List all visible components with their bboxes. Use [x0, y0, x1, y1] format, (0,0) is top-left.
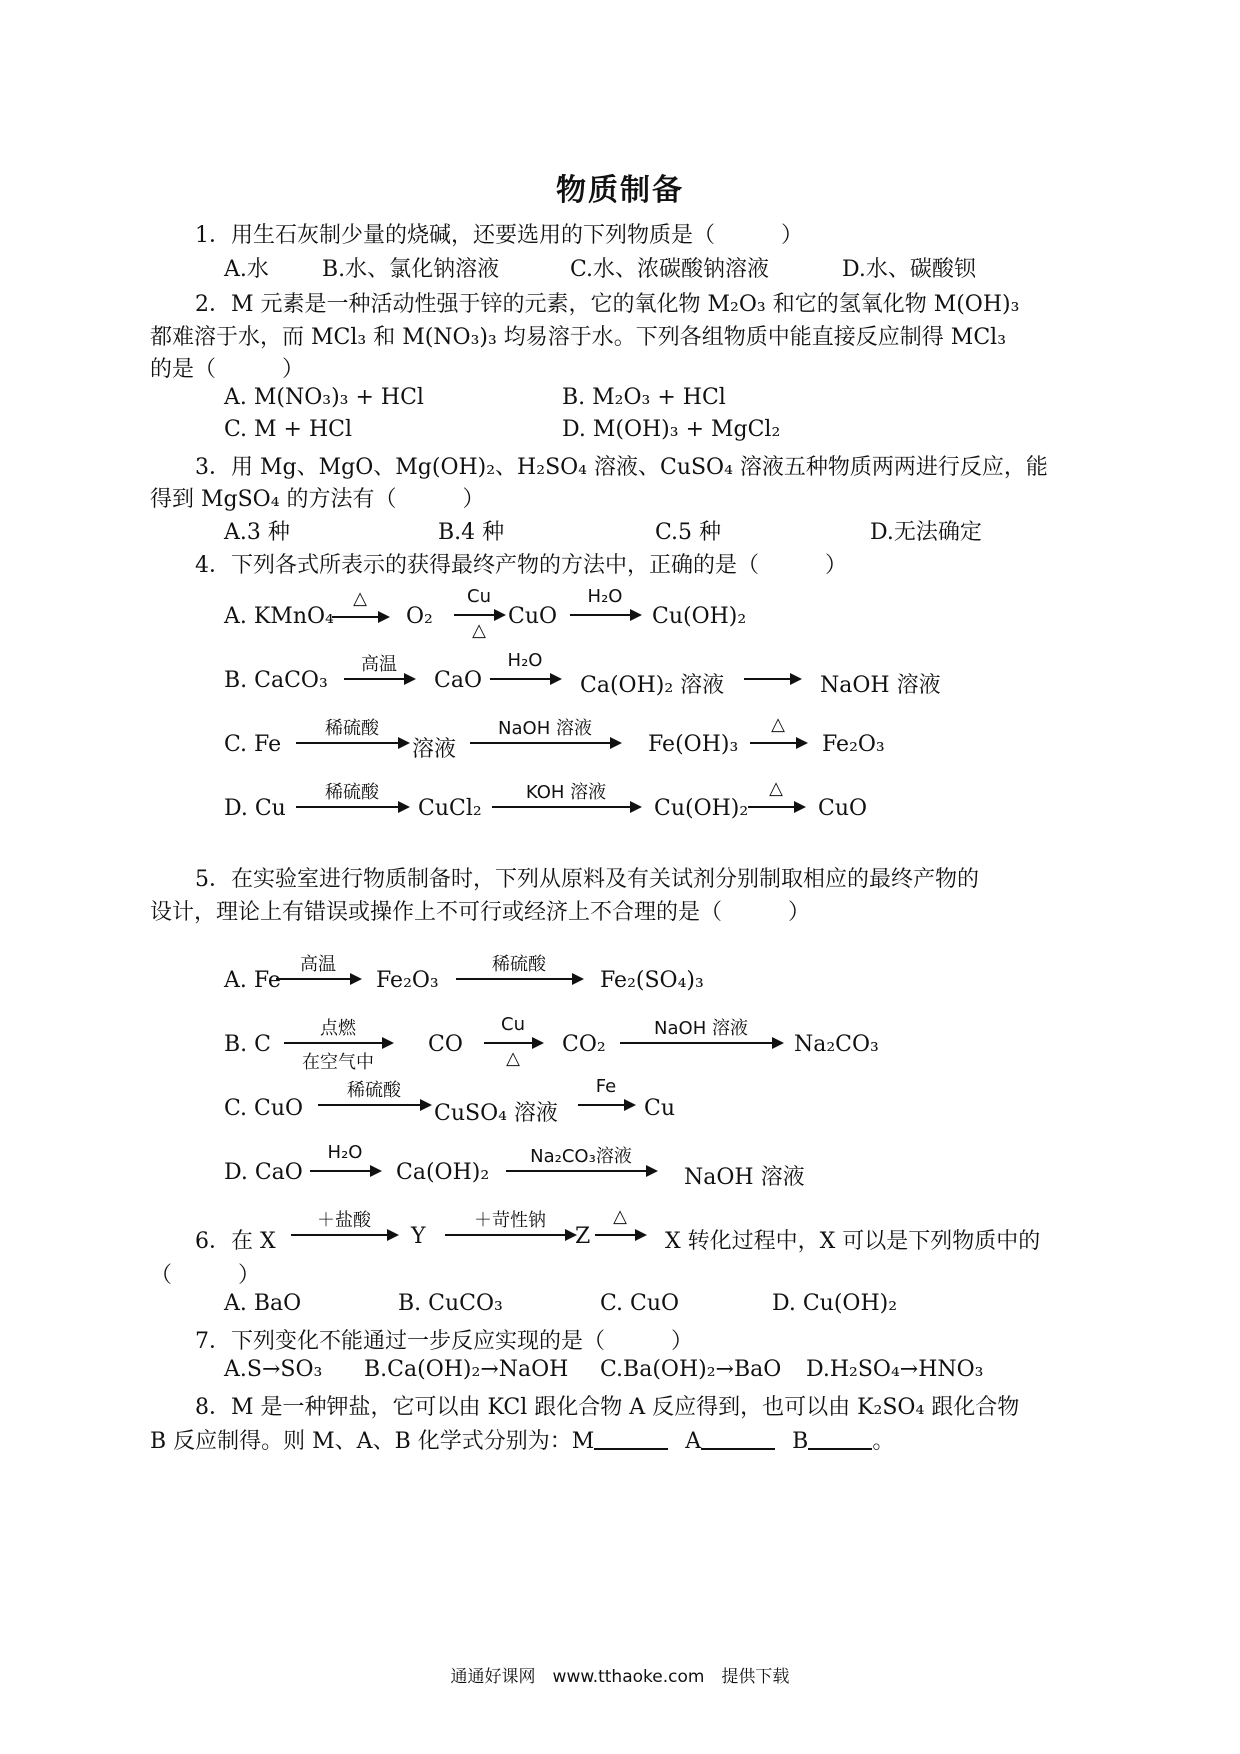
- q1-option-d: D.水、碳酸钡: [842, 257, 976, 282]
- q3-option-d: D.无法确定: [870, 520, 982, 545]
- question-5-line1: 5．在实验室进行物质制备时，下列从原料及有关试剂分别制取相应的最终产物的: [195, 867, 979, 892]
- q4b-product-2: Ca(OH)₂ 溶液: [580, 673, 725, 698]
- q5b-product-3: Na₂CO₃: [794, 1032, 879, 1057]
- q4d-product-2: Cu(OH)₂: [654, 796, 749, 821]
- q2-option-a: A. M(NO₃)₃ + HCl: [224, 385, 424, 410]
- question-3-line2: 得到 MgSO₄ 的方法有（ ）: [150, 487, 485, 512]
- q4b-arrow-1: 高温: [344, 650, 414, 690]
- q4d-product-1: CuCl₂: [418, 796, 482, 821]
- q4a-arrow-1: △: [332, 588, 388, 628]
- q5c-reactant: C. CuO: [224, 1096, 304, 1121]
- q5d-arrow-2: Na₂CO₃溶液: [506, 1142, 656, 1182]
- q4a-arrow-2: Cu △: [454, 586, 504, 646]
- q1-option-a: A.水: [224, 257, 269, 282]
- q5d-product-2: NaOH 溶液: [684, 1165, 805, 1190]
- question-8-line1: 8．M 是一种钾盐，它可以由 KCl 跟化合物 A 反应得到，也可以由 K₂SO₄ 跟化合物: [195, 1395, 1020, 1420]
- q5d-arrow-1: H₂O: [310, 1142, 380, 1182]
- question-6-line2: （ ）: [150, 1263, 261, 1288]
- q4c-reactant: C. Fe: [224, 732, 282, 757]
- q2-option-c: C. M + HCl: [224, 417, 353, 442]
- q5a-reactant: A. Fe: [224, 968, 281, 993]
- q5b-arrow-1: 点燃 在空气中: [284, 1014, 392, 1078]
- question-7-stem: 7．下列变化不能通过一步反应实现的是（ ）: [195, 1329, 693, 1354]
- q5c-product-2: Cu: [644, 1096, 676, 1121]
- question-2-line2: 都难溶于水，而 MCl₃ 和 M(NO₃)₃ 均易溶于水。下列各组物质中能直接反应制得 MCl₃: [150, 325, 1007, 350]
- q3-option-c: C.5 种: [655, 520, 722, 545]
- q6-arrow-1: ＋盐酸: [291, 1206, 397, 1246]
- q4c-arrow-2: NaOH 溶液: [470, 714, 620, 754]
- q8-label-b: B: [792, 1429, 809, 1454]
- q4b-arrow-3: [744, 650, 800, 690]
- q6-z: Z: [575, 1224, 591, 1249]
- q4d-product-3: CuO: [818, 796, 868, 821]
- q5b-arrow-3: NaOH 溶液: [620, 1014, 782, 1054]
- footer-source: 通通好课网 www.tthaoke.com 提供下载: [450, 1667, 790, 1687]
- q4b-reactant: B. CaCO₃: [224, 668, 328, 693]
- question-2-line1: 2．M 元素是一种活动性强于锌的元素，它的氧化物 M₂O₃ 和它的氢氧化物 M(OH)₃: [195, 292, 1020, 317]
- q5d-reactant: D. CaO: [224, 1160, 303, 1185]
- q4b-product-1: CaO: [434, 668, 482, 693]
- q4d-arrow-1: 稀硫酸: [296, 778, 408, 818]
- question-5-line2: 设计，理论上有错误或操作上不可行或经济上不合理的是（ ）: [150, 900, 811, 925]
- question-8-line2: [150, 1424, 894, 1455]
- q5d-product-1: Ca(OH)₂: [396, 1160, 490, 1185]
- q4a-arrow-3: H₂O: [570, 586, 640, 626]
- q4a-product-1: O₂: [406, 604, 433, 629]
- q5b-reactant: B. C: [224, 1032, 271, 1057]
- q5a-arrow-1: 高温: [276, 950, 360, 990]
- q2-option-d: D. M(OH)₃ + MgCl₂: [562, 417, 781, 442]
- q6-y: Y: [411, 1224, 426, 1249]
- q5c-product-1: CuSO₄ 溶液: [434, 1101, 558, 1126]
- q8-blank-b[interactable]: [808, 1430, 872, 1450]
- q1-option-c: C.水、浓碳酸钠溶液: [570, 257, 770, 282]
- q6-start: 6．在 X: [195, 1229, 276, 1254]
- q4b-arrow-2: H₂O: [490, 650, 560, 690]
- q6-option-a: A. BaO: [224, 1291, 302, 1316]
- q4d-arrow-3: △: [748, 778, 804, 818]
- q6-arrow-2: ＋苛性钠: [445, 1206, 575, 1246]
- q4b-product-3: NaOH 溶液: [820, 673, 941, 698]
- q5b-product-1: CO: [428, 1032, 463, 1057]
- q8-blank-a[interactable]: [701, 1430, 775, 1450]
- q3-option-a: A.3 种: [224, 520, 290, 545]
- q6-tail: X 转化过程中，X 可以是下列物质中的: [665, 1229, 1041, 1254]
- q5c-arrow-1: 稀硫酸: [318, 1076, 430, 1116]
- q4a-reactant: A. KMnO₄: [224, 604, 334, 629]
- q5a-product-1: Fe₂O₃: [376, 968, 439, 993]
- q4c-product-3: Fe₂O₃: [822, 732, 885, 757]
- q7-option-a: A.S→SO₃: [224, 1357, 323, 1382]
- q4c-product-2: Fe(OH)₃: [648, 732, 739, 757]
- q3-option-b: B.4 种: [438, 520, 505, 545]
- q6-option-c: C. CuO: [600, 1291, 680, 1316]
- q8-end: 。: [872, 1429, 895, 1454]
- q5b-arrow-2: Cu △: [484, 1014, 542, 1074]
- question-2-line3: 的是（ ）: [150, 357, 305, 382]
- q4a-product-2: CuO: [508, 604, 558, 629]
- q4c-arrow-3: △: [750, 714, 806, 754]
- q5a-arrow-2: 稀硫酸: [456, 950, 582, 990]
- q7-option-d: D.H₂SO₄→HNO₃: [806, 1357, 984, 1382]
- q5c-arrow-2: Fe: [578, 1076, 634, 1116]
- q5b-product-2: CO₂: [562, 1032, 606, 1057]
- q4d-arrow-2: KOH 溶液: [492, 778, 640, 818]
- question-1-stem: 1．用生石灰制少量的烧碱，还要选用的下列物质是（ ）: [195, 223, 803, 248]
- question-4-stem: 4．下列各式所表示的获得最终产物的方法中，正确的是（ ）: [195, 553, 847, 578]
- q8-blank-m[interactable]: [594, 1430, 668, 1450]
- q8-prefix: B 反应制得。则 M、A、B 化学式分别为：M: [150, 1429, 595, 1454]
- q4c-product-1: 溶液: [412, 737, 457, 762]
- q6-option-b: B. CuCO₃: [398, 1291, 503, 1316]
- q7-option-b: B.Ca(OH)₂→NaOH: [364, 1357, 569, 1382]
- q6-option-d: D. Cu(OH)₂: [772, 1291, 898, 1316]
- q4d-reactant: D. Cu: [224, 796, 286, 821]
- question-3-line1: 3．用 Mg、MgO、Mg(OH)₂、H₂SO₄ 溶液、CuSO₄ 溶液五种物质两两进行反应，能: [195, 455, 1048, 480]
- q1-option-b: B.水、氯化钠溶液: [322, 257, 500, 282]
- q6-arrow-3: △: [595, 1206, 645, 1246]
- q2-option-b: B. M₂O₃ + HCl: [562, 385, 726, 410]
- q4a-product-3: Cu(OH)₂: [652, 604, 747, 629]
- q5a-product-2: Fe₂(SO₄)₃: [600, 968, 704, 993]
- page-title: 物质制备: [556, 173, 684, 208]
- q4c-arrow-1: 稀硫酸: [296, 714, 408, 754]
- q8-label-a: A: [685, 1429, 702, 1454]
- q7-option-c: C.Ba(OH)₂→BaO: [600, 1357, 782, 1382]
